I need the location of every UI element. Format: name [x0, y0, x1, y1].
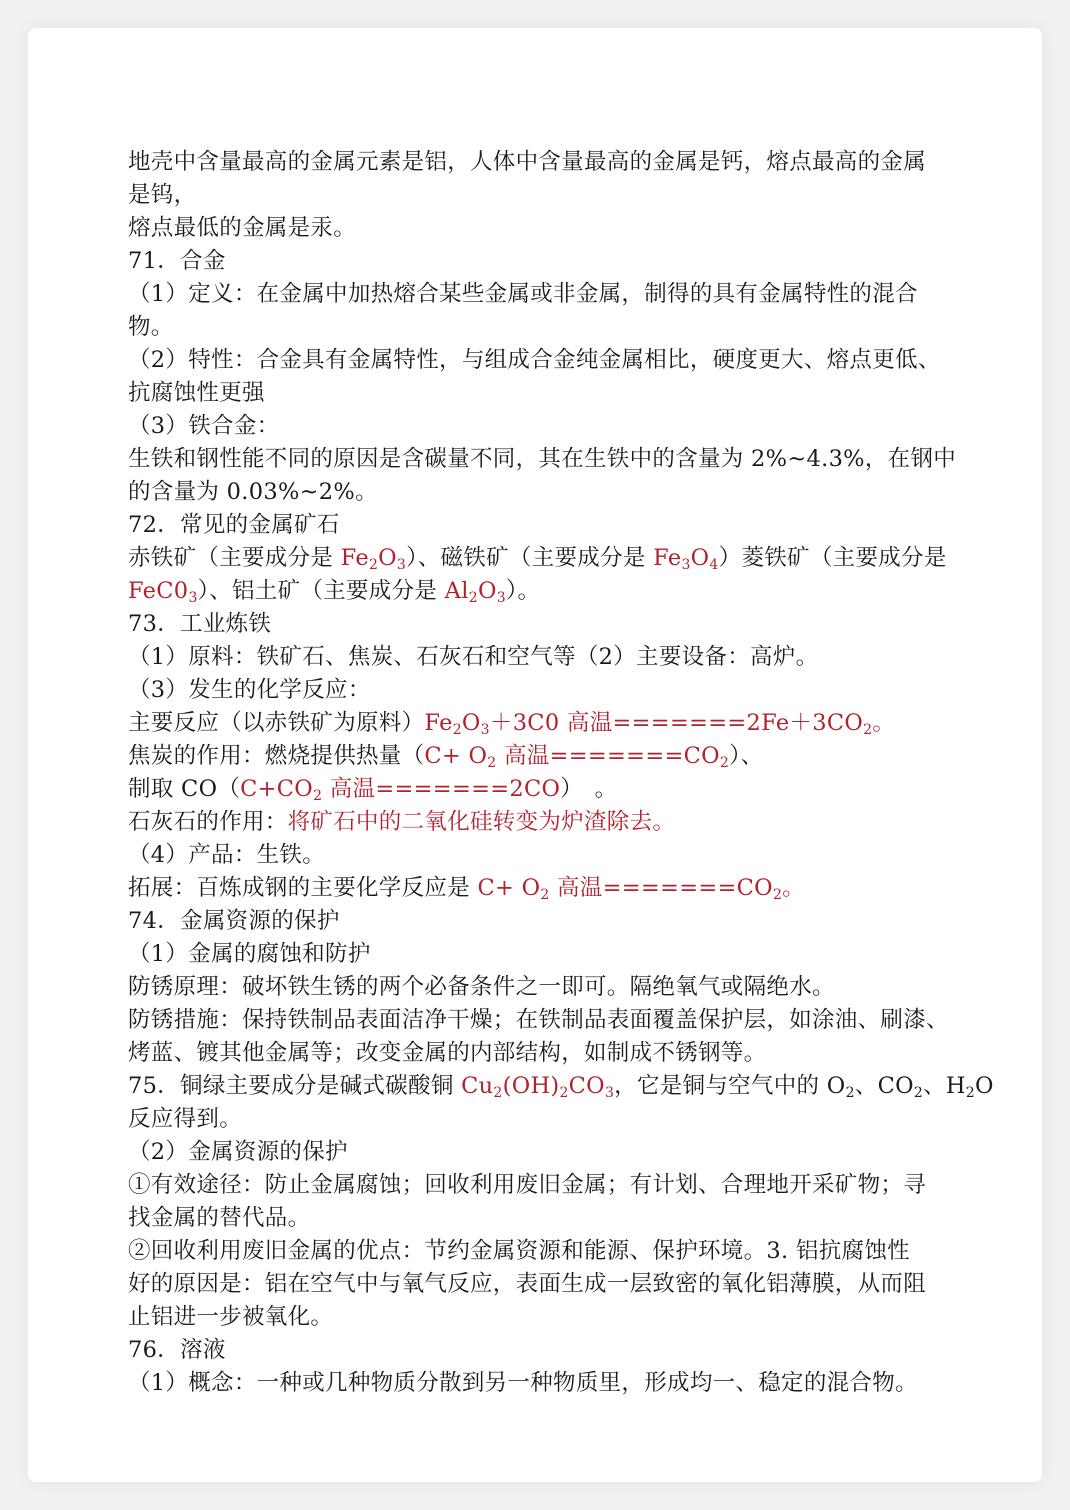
text-line: （2）金属资源的保护	[128, 1139, 348, 1165]
text-span: ） 。	[560, 776, 618, 802]
equation-steel: $C+ O_2$ 高温$=======CO_2$。	[477, 875, 805, 903]
text-line: 地壳中含量最高的金属元素是铝，人体中含量最高的金属是钙，熔点最高的金属	[128, 149, 927, 175]
copper-line: 75．铜绿主要成分是碱式碳酸铜 $Cu_2(OH)_2CO_3$，它是铜与空气中的 $O_2$、$CO_2$、$H_2O$	[128, 1073, 994, 1101]
text-span: 主要反应（以赤铁矿为原料）	[128, 710, 425, 736]
text-span: ，它是铜与空气中的 O	[614, 1073, 846, 1099]
ore-line-1	[128, 542, 1028, 575]
text-span: 焦炭的作用：燃烧提供热量（	[128, 743, 425, 769]
equation-coke: $C+ O_2$ 高温$=======CO_2$	[424, 743, 730, 771]
text-line: 反应得到。	[128, 1106, 243, 1132]
text-span: ）菱铁矿（主要成分是	[718, 545, 947, 571]
text-line: 是钨，	[128, 182, 197, 208]
text-line: （1）金属的腐蚀和防护	[128, 941, 371, 967]
text-span: 75．铜绿主要成分是碱式碳酸铜	[128, 1073, 462, 1099]
text-line: 物。	[128, 314, 174, 340]
extension-line	[128, 872, 1028, 905]
section-heading-76: 76．溶液	[128, 1337, 226, 1363]
text-line: （2）特性：合金具有金属特性，与组成合金纯金属相比，硬度更大、熔点更低、	[128, 347, 941, 373]
text-line: 抗腐蚀性更强	[128, 380, 265, 406]
text-line: 生铁和钢性能不同的原因是含碳量不同，其在生铁中的含量为 2%~4.3%，在钢中	[128, 446, 957, 472]
main-reaction-line	[128, 707, 1028, 740]
document-body	[128, 146, 1028, 1400]
text-line: （1）概念：一种或几种物质分散到另一种物质里，形成均一、稳定的混合物。	[128, 1370, 918, 1396]
text-line: 的含量为 0.03%~2%。	[128, 479, 378, 505]
text-line: ②回收利用废旧金属的优点：节约金属资源和能源、保护环境。3. 铝抗腐蚀性	[128, 1238, 910, 1264]
equation-co: $C+CO_2$ 高温=======2CO	[240, 776, 561, 804]
section-heading-72: 72．常见的金属矿石	[128, 512, 340, 538]
text-line: 熔点最低的金属是汞。	[128, 215, 357, 241]
text-line: 烤蓝、镀其他金属等；改变金属的内部结构，如制成不锈钢等。	[128, 1040, 767, 1066]
text-line: 好的原因是：铝在空气中与氧气反应，表面生成一层致密的氧化铝薄膜，从而阻	[128, 1271, 927, 1297]
text-line: 止铝进一步被氧化。	[128, 1304, 334, 1330]
ore-line-2	[128, 575, 1028, 608]
formula-feco3: $FeC0_3$	[128, 578, 198, 606]
text-line: （1）定义：在金属中加热熔合某些金属或非金属，制得的具有金属特性的混合	[128, 281, 918, 307]
section-heading-71: 71．合金	[128, 248, 226, 274]
text-line: （3）发生的化学反应：	[128, 677, 371, 703]
limestone-line	[128, 806, 1028, 839]
equation-main: $Fe_2O_3+3C0$ 高温$=======2Fe+3CO_2$。	[424, 710, 896, 738]
text-line: 找金属的替代品。	[128, 1205, 311, 1231]
text-span: 拓展：百炼成钢的主要化学反应是	[128, 875, 478, 901]
limestone-role: 将矿石中的二氧化硅转变为炉渣除去。	[287, 809, 676, 835]
text-line: （4）产品：生铁。	[128, 842, 326, 868]
text-span: ）、磁铁矿（主要成分是	[406, 545, 654, 571]
text-line: （1）原料：铁矿石、焦炭、石灰石和空气等（2）主要设备：高炉。	[128, 644, 819, 670]
text-line: 防锈措施：保持铁制品表面洁净干燥；在铁制品表面覆盖保护层，如涂油、刷漆、	[128, 1007, 949, 1033]
text-span: 赤铁矿（主要成分是	[128, 545, 341, 571]
text-span: 制取 CO（	[128, 776, 241, 802]
formula-fe2o3: $Fe_2O_3$	[340, 545, 407, 573]
text-span: ）、铝土矿（主要成分是	[197, 578, 445, 604]
formula-fe3o4: $Fe_3O_4$	[653, 545, 719, 573]
document-page	[28, 28, 1042, 1482]
formula-basic-copper-carbonate: $Cu_2(OH)_2CO_3$	[461, 1073, 615, 1101]
co-line	[128, 773, 1028, 806]
text-line: （3）铁合金：	[128, 413, 280, 439]
text-span: 石灰石的作用：	[128, 809, 288, 835]
formula-al2o3: $Al_2O_3$	[444, 578, 506, 606]
coke-line	[128, 740, 1028, 773]
section-heading-73: 73．工业炼铁	[128, 611, 272, 637]
text-span: ）。	[505, 578, 541, 604]
section-heading-74: 74．金属资源的保护	[128, 908, 340, 934]
text-line: 防锈原理：破坏铁生锈的两个必备条件之一即可。隔绝氧气或隔绝水。	[128, 974, 835, 1000]
text-span: ）、	[729, 743, 764, 769]
text-line: ①有效途径：防止金属腐蚀；回收利用废旧金属；有计划、合理地开采矿物；寻	[128, 1172, 927, 1198]
